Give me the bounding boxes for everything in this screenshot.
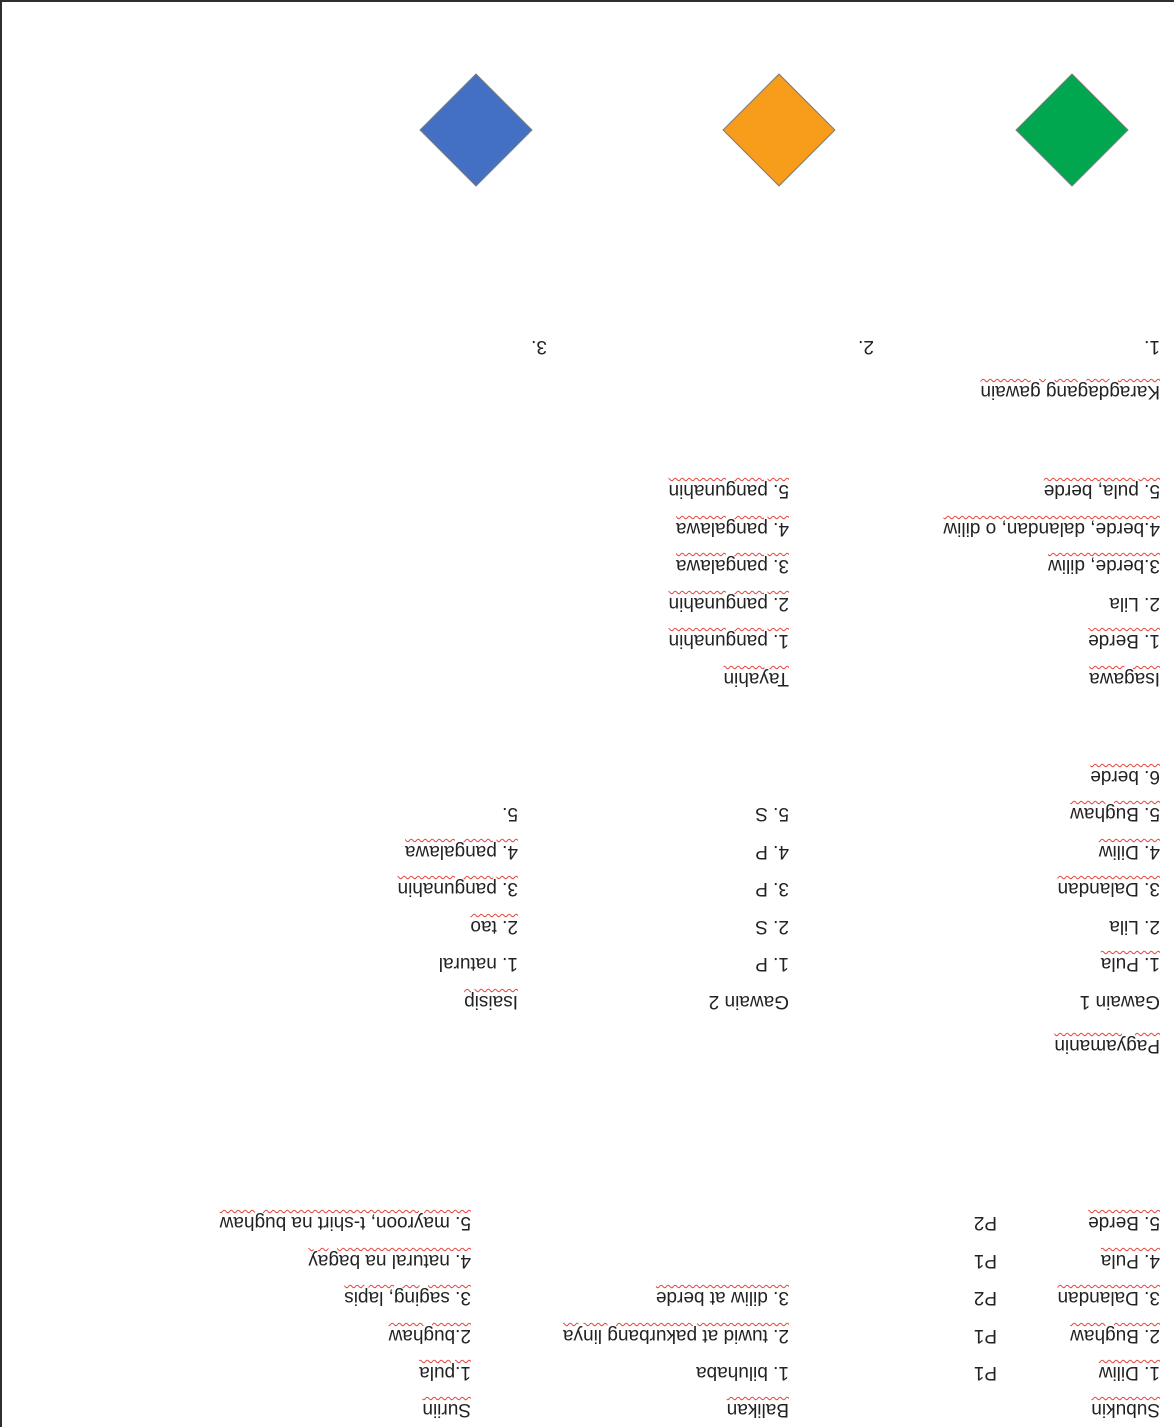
gawain2-item: 1. P (755, 953, 789, 974)
balikan-item: 3. diliw at berde (655, 1287, 789, 1308)
suriin-item: 3. saging, lapis (344, 1287, 471, 1308)
suriin-item: 4. natural na bagay (308, 1250, 471, 1271)
gawain1-item: 6. berde (1090, 766, 1160, 787)
tayahin-item: 3. pangalawa (675, 555, 789, 576)
isagawa-item: 5. pula, berde (1043, 480, 1160, 501)
isagawa-item: 4.berde, dalandan, o diliw (943, 518, 1160, 539)
tayahin-item: 2. pangunahin (668, 593, 789, 614)
gawain2-item: 5. S (755, 803, 789, 824)
suriin-item: 2.bughaw (388, 1325, 471, 1346)
part-label: P1 (973, 1325, 997, 1346)
gawain1-item: 3. Dalandan (1057, 878, 1160, 899)
subukin-header: Subukin (1091, 1399, 1160, 1420)
part-label: P2 (973, 1287, 997, 1308)
isagawa-header: Isagawa (1089, 668, 1160, 689)
isagawa-item: 3.berde, diliw (1048, 555, 1160, 576)
tayahin-item: 4. pangalawa (675, 518, 789, 539)
part-label: P1 (973, 1362, 997, 1383)
part-label: P1 (973, 1250, 997, 1271)
shape-label: 2. (858, 336, 874, 357)
tayahin-item: 5. pangunahin (668, 480, 789, 501)
karagdagang-gawain-title: Karagdagang gawain (980, 381, 1160, 402)
isaisip-item: 4. pangalawa (404, 841, 518, 862)
gawain1-item: 2. Lila (1109, 916, 1160, 937)
suriin-item: 5. mayroon, t-shirt na bughaw (219, 1212, 471, 1233)
subukin-item: 2. Bughaw (1070, 1325, 1160, 1346)
gawain1-header: Gawain 1 (1079, 991, 1160, 1012)
subukin-item: 3. Dalandan (1057, 1287, 1160, 1308)
gawain1-item: 4. Diliw (1098, 841, 1160, 862)
subukin-item: 1. Diliw (1098, 1362, 1160, 1383)
gawain2-item: 4. P (755, 841, 789, 862)
gawain2-header: Gawain 2 (708, 991, 789, 1012)
isaisip-item: 5. (502, 803, 518, 824)
balikan-item: 2. tuwid at pakurbang linya (562, 1325, 789, 1346)
pagyamanin-title: Pagyamanin (1054, 1035, 1160, 1056)
isaisip-item: 3. pangunahin (397, 878, 518, 899)
gawain1-item: 1. Pula (1100, 953, 1160, 974)
tayahin-item: 1. pangunahin (668, 630, 789, 651)
orange-diamond-shape (722, 73, 835, 186)
isagawa-item: 1. Berde (1088, 630, 1160, 651)
green-diamond-shape (1015, 73, 1128, 186)
gawain1-item: 5. Bughaw (1070, 803, 1160, 824)
isaisip-item: 1. natural (438, 953, 518, 974)
tayahin-header: Tayahin (723, 668, 789, 689)
balikan-item: 1. biluhaba (696, 1362, 789, 1383)
shape-label: 3. (531, 336, 547, 357)
part-label: P2 (973, 1212, 997, 1233)
balikan-header: Balikan (726, 1399, 789, 1420)
isagawa-item: 2. Lila (1109, 593, 1160, 614)
blue-diamond-shape (419, 73, 532, 186)
isaisip-item: 2. tao (470, 916, 518, 937)
suriin-item: 1.pula (419, 1362, 471, 1383)
gawain2-item: 3. P (755, 878, 789, 899)
isaisip-header: Isaisip (464, 991, 518, 1012)
suriin-header: Suriin (422, 1399, 471, 1420)
subukin-item: 5. Berde (1088, 1212, 1160, 1233)
shape-label: 1. (1144, 336, 1160, 357)
subukin-item: 4. Pula (1100, 1250, 1160, 1271)
gawain2-item: 2. S (755, 916, 789, 937)
